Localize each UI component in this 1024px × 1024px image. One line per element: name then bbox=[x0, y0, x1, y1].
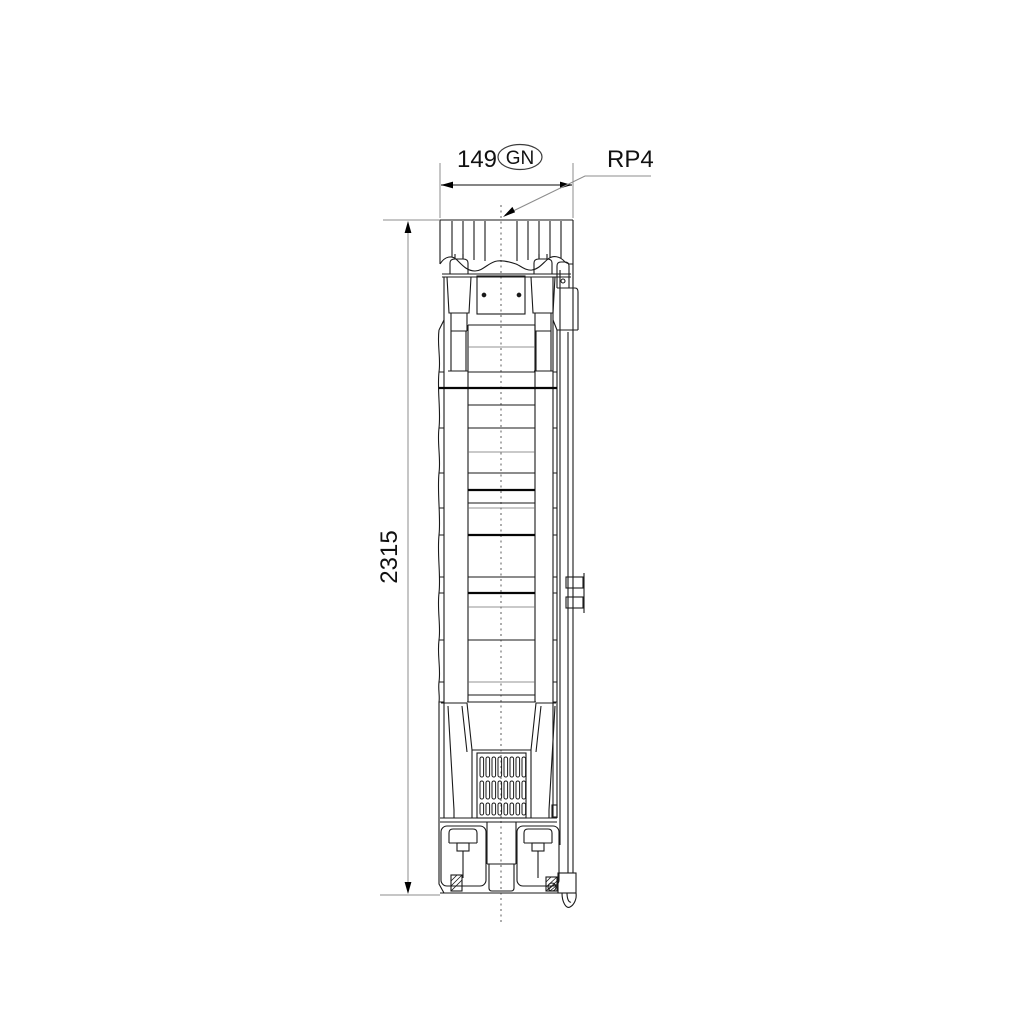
height-dim-label: 2315 bbox=[376, 530, 403, 584]
pump-outline bbox=[438, 220, 584, 907]
dim-arrow-up-icon bbox=[405, 221, 412, 233]
thread-size-label: GN bbox=[505, 148, 535, 169]
outer-casing bbox=[438, 277, 557, 818]
chamber-joints-thick bbox=[439, 388, 557, 593]
thin-lines bbox=[468, 347, 535, 682]
thread-size-badge bbox=[498, 145, 542, 170]
dim-arrow-left-icon bbox=[441, 182, 453, 189]
suction-strainer bbox=[441, 703, 557, 818]
hatched-screw-icon bbox=[548, 883, 556, 891]
motor-section bbox=[439, 818, 567, 893]
discharge-housing bbox=[440, 220, 573, 277]
width-dimension bbox=[440, 145, 573, 219]
dim-arrow-down-icon bbox=[405, 882, 412, 894]
nameplate-screw-icon bbox=[517, 293, 521, 297]
hatched-screw-icon bbox=[451, 875, 462, 891]
height-dimension bbox=[376, 220, 440, 895]
nameplate-screw-icon bbox=[482, 293, 486, 297]
leader-arrow-icon bbox=[503, 207, 515, 217]
connection-size-label: RP4 bbox=[607, 146, 654, 173]
chamber-stack bbox=[467, 325, 536, 702]
left-clamp bbox=[447, 254, 471, 371]
strainer-slots bbox=[480, 757, 526, 815]
width-dim-label: 149 bbox=[456, 146, 498, 173]
